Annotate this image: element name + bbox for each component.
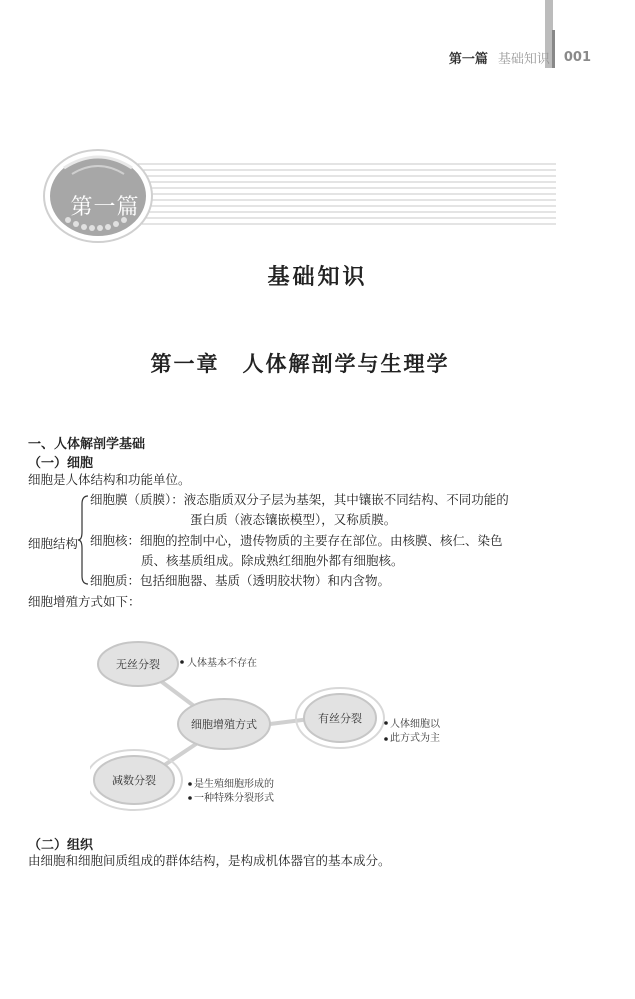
part-title: 基础知识: [267, 264, 368, 290]
header-title: 基础知识: [497, 51, 550, 67]
cell-membrane-line2: 蛋白质（液态镶嵌模型），又称质膜。: [190, 512, 397, 527]
cytoplasm-line: 细胞质：包括细胞器、基质（透明胶状物）和内含物。: [90, 573, 391, 588]
center-label: 细胞增殖方式: [191, 718, 257, 731]
tissue-text: 由细胞和细胞间质组成的群体结构，是构成机体器官的基本成分。: [28, 853, 391, 868]
running-header: [449, 47, 591, 67]
amitosis-note: 人体基本不存在: [187, 658, 257, 669]
subsection-heading-cells: （一）细胞: [28, 456, 94, 471]
part-badge-label: 第一篇: [70, 195, 140, 220]
amitosis-label: 无丝分裂: [116, 658, 160, 671]
meiosis-label: 减数分裂: [112, 774, 156, 787]
mitosis-note-2: 此方式为主: [390, 733, 440, 744]
cell-structure-label: 细胞结构: [28, 536, 79, 551]
cell-nucleus-line1: 细胞核：细胞的控制中心，遗传物质的主要存在部位。由核膜、核仁、染色: [90, 533, 503, 548]
chapter-title: 第一章 人体解剖学与生理学: [150, 352, 450, 376]
cell-intro: 细胞是人体结构和功能单位。: [28, 472, 191, 487]
meiosis-note-2: 一种特殊分裂形式: [194, 793, 274, 804]
mitosis-label: 有丝分裂: [318, 712, 362, 725]
proliferation-diagram: [90, 632, 470, 822]
section-heading: 一、人体解剖学基础: [28, 437, 146, 452]
cell-membrane-line1: 细胞膜（质膜）：液态脂质双分子层为基架，其中镶嵌不同结构、不同功能的: [90, 492, 509, 507]
header-part: 第一篇: [448, 51, 488, 67]
page-number: 001: [563, 49, 591, 65]
proliferation-intro: 细胞增殖方式如下：: [28, 594, 141, 609]
subsection-heading-tissue: （二）组织: [28, 838, 94, 853]
meiosis-note-1: 是生殖细胞形成的: [194, 779, 274, 790]
brace-icon: [77, 494, 89, 586]
cell-nucleus-line2: 质、核基质组成。除成熟红细胞外都有细胞核。: [141, 553, 404, 568]
mitosis-note-1: 人体细胞以: [390, 719, 440, 730]
